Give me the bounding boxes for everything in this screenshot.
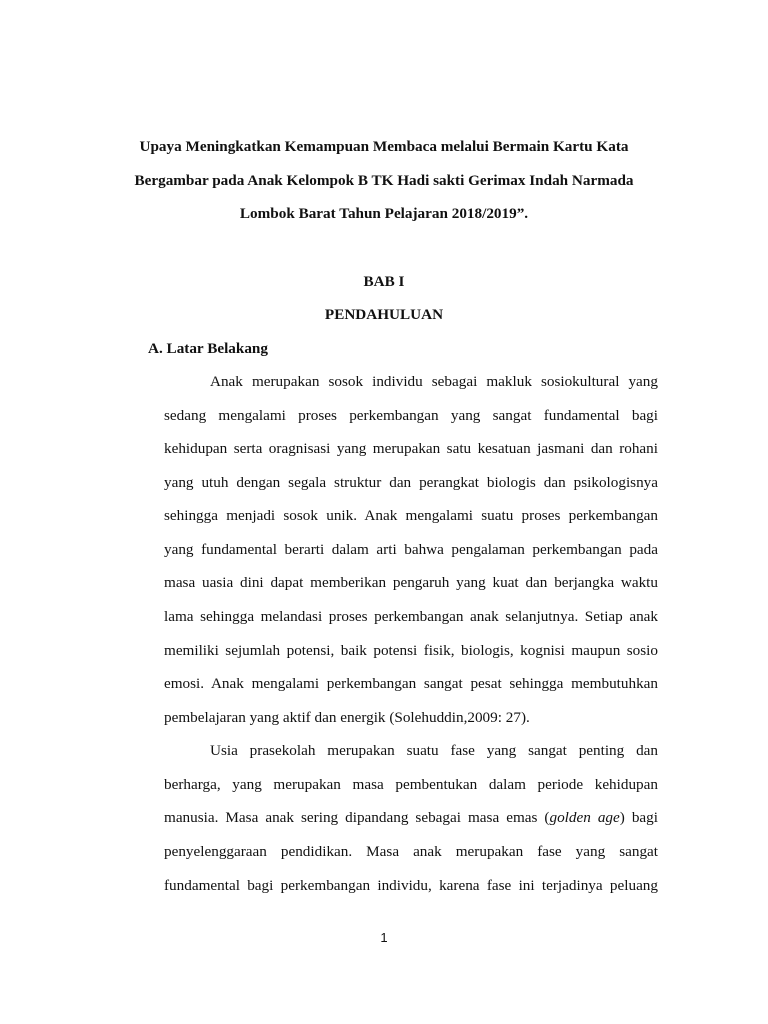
paragraph-line: berharga, yang merupakan masa pembentukan dalam periode kehidupan [164, 776, 658, 793]
page-number: 1 [380, 930, 388, 945]
document-title-line-3: Lombok Barat Tahun Pelajaran 2018/2019”. [239, 205, 529, 222]
document-title-line-1: Upaya Meningkatkan Kemampuan Membaca melalui Bermain Kartu Kata [139, 138, 629, 155]
paragraph-line: penyelenggaraan pendidikan. Masa anak merupakan fase yang sangat [164, 843, 658, 860]
chapter-title: PENDAHULUAN [324, 306, 444, 323]
paragraph-line: fundamental bagi perkembangan individu, karena fase ini terjadinya peluang [164, 877, 658, 894]
paragraph-line: sedang mengalami proses perkembangan yang sangat fundamental bagi [164, 407, 658, 424]
paragraph-line: masa uasia dini dapat memberikan pengaruh yang kuat dan berjangka waktu [164, 574, 658, 591]
section-heading: A. Latar Belakang [148, 340, 268, 357]
paragraph-line: Anak merupakan sosok individu sebagai makluk sosiokultural yang [210, 373, 658, 390]
paragraph-line: emosi. Anak mengalami perkembangan sangat pesat sehingga membutuhkan [164, 675, 658, 692]
text-segment: manusia. Masa anak sering dipandang sebagai masa emas ( [164, 809, 550, 826]
paragraph-line: yang fundamental berarti dalam arti bahwa pengalaman perkembangan pada [164, 541, 658, 558]
paragraph-line: yang utuh dengan segala struktur dan perangkat biologis dan psikologisnya [164, 474, 658, 491]
italic-term: golden age [549, 809, 620, 826]
paragraph-line: kehidupan serta oragnisasi yang merupakan satu kesatuan jasmani dan rohani [164, 440, 658, 457]
paragraph-line: lama sehingga melandasi proses perkembangan anak selanjutnya. Setiap anak [164, 608, 658, 625]
paragraph-line-with-italic [164, 808, 658, 828]
paragraph-line: sehingga menjadi sosok unik. Anak mengalami suatu proses perkembangan [164, 507, 658, 524]
paragraph-line: Usia prasekolah merupakan suatu fase yang sangat penting dan [210, 742, 658, 759]
chapter-number: BAB I [363, 273, 405, 290]
paragraph-line: memiliki sejumlah potensi, baik potensi fisik, biologis, kognisi maupun sosio [164, 642, 658, 659]
document-title-line-2: Bergambar pada Anak Kelompok B TK Hadi sakti Gerimax Indah Narmada [134, 172, 634, 189]
paragraph-line: pembelajaran yang aktif dan energik (Solehuddin,2009: 27). [164, 709, 530, 726]
text-segment: ) bagi [619, 809, 658, 826]
